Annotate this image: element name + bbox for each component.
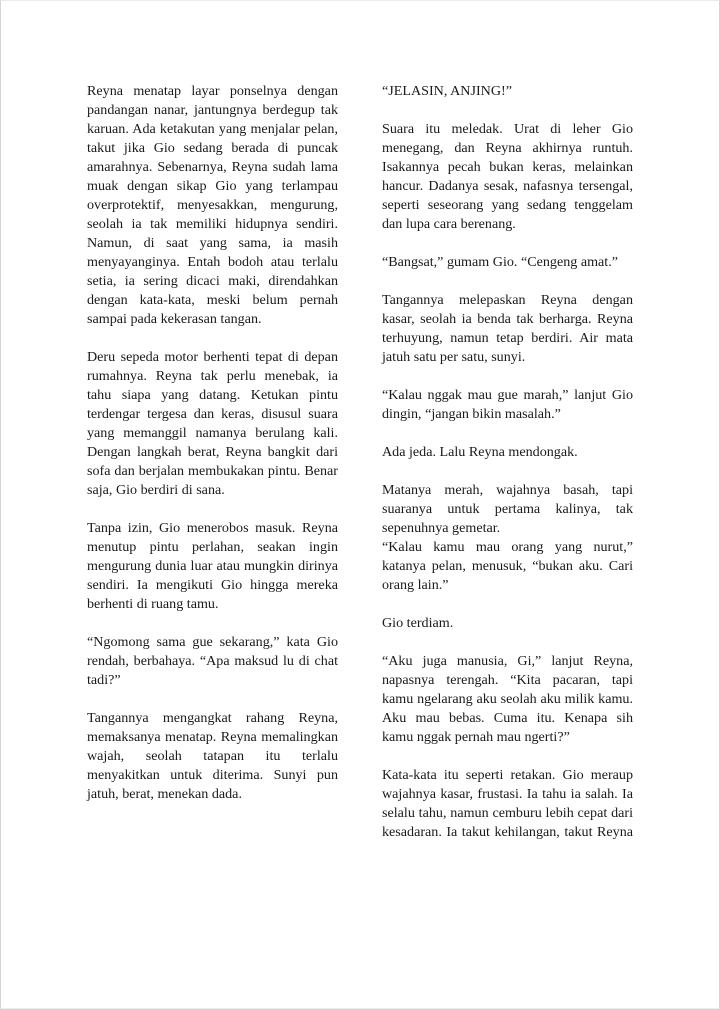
right-column — [382, 82, 633, 842]
paragraph: “Bangsat,” gumam Gio. “Cengeng amat.” — [382, 254, 618, 270]
paragraph: “Ngomong sama gue sekarang,” kata Gio rendah, berbahaya. “Apa maksud lu di chat tadi?” — [87, 634, 338, 688]
paragraph: “Kalau kamu mau orang yang nurut,” katanya pelan, menusuk, “bukan aku. Cari orang lain.” — [382, 539, 633, 593]
paragraph: “JELASIN, ANJING!” — [382, 83, 512, 99]
paragraph: Matanya merah, wajahnya basah, tapi suaranya untuk pertama kalinya, tak sepenuhnya gemetar. — [382, 482, 633, 536]
paragraph: “Kalau nggak mau gue marah,” lanjut Gio dingin, “jangan bikin masalah.” — [382, 387, 633, 422]
left-column — [87, 82, 338, 823]
paragraph: Kata-kata itu seperti retakan. Gio meraup wajahnya kasar, frustasi. Ia tahu ia salah. Ia selalu tahu, namun cemburu lebih cepat dari kesadaran. Ia takut kehilangan, takut Reyna — [382, 767, 633, 840]
paragraph: “Aku juga manusia, Gi,” lanjut Reyna, napasnya terengah. “Kita pacaran, tapi kamu ngelarang aku seolah aku milik kamu. Aku mau bebas. Cuma itu. Kenapa sih kamu nggak pernah mau ngerti?” — [382, 653, 633, 745]
paragraph: Tangannya melepaskan Reyna dengan kasar, seolah ia benda tak berharga. Reyna terhuyung, namun tetap berdiri. Air mata jatuh satu per satu, sunyi. — [382, 292, 633, 365]
paragraph: Tangannya mengangkat rahang Reyna, memaksanya menatap. Reyna memalingkan wajah, seolah tatapan itu terlalu menyakitkan untuk diterima. Sunyi pun jatuh, berat, menekan dada. — [87, 710, 338, 802]
paragraph: Deru sepeda motor berhenti tepat di depan rumahnya. Reyna tak perlu menebak, ia tahu siapa yang datang. Ketukan pintu terdengar tergesa dan keras, disusul suara yang memanggil namanya berulang kali. Dengan langkah berat, Reyna bangkit dari sofa dan berjalan membukakan pintu. Benar saja, Gio berdiri di sana. — [87, 349, 338, 498]
paragraph: Tanpa izin, Gio menerobos masuk. Reyna menutup pintu perlahan, seakan ingin mengurung dunia luar atau mungkin dirinya sendiri. Ia mengikuti Gio hingga mereka berhenti di ruang tamu. — [87, 520, 338, 612]
paragraph: Ada jeda. Lalu Reyna mendongak. — [382, 444, 578, 460]
paragraph: Reyna menatap layar ponselnya dengan pandangan nanar, jantungnya berdegup tak karuan. Ada ketakutan yang menjalar pelan, takut jika Gio sedang berada di puncak amarahnya. Sebenarnya, Reyna sudah lama muak dengan sikap Gio yang terlampau overprotektif, menyesakkan, mengurung, seolah ia tak memiliki hidupnya sendiri. Namun, di saat yang sama, ia masih menyayanginya. Entah bodoh atau terlalu setia, ia sering dicaci maki, direndahkan dengan kata-kata, meski belum pernah sampai pada kekerasan tangan. — [87, 83, 338, 327]
paragraph: Suara itu meledak. Urat di leher Gio menegang, dan Reyna akhirnya runtuh. Isakannya pecah bukan keras, melainkan hancur. Dadanya sesak, nafasnya tersengal, seperti seseorang yang sedang tenggelam dan lupa cara berenang. — [382, 121, 633, 232]
paragraph: Gio terdiam. — [382, 615, 454, 631]
